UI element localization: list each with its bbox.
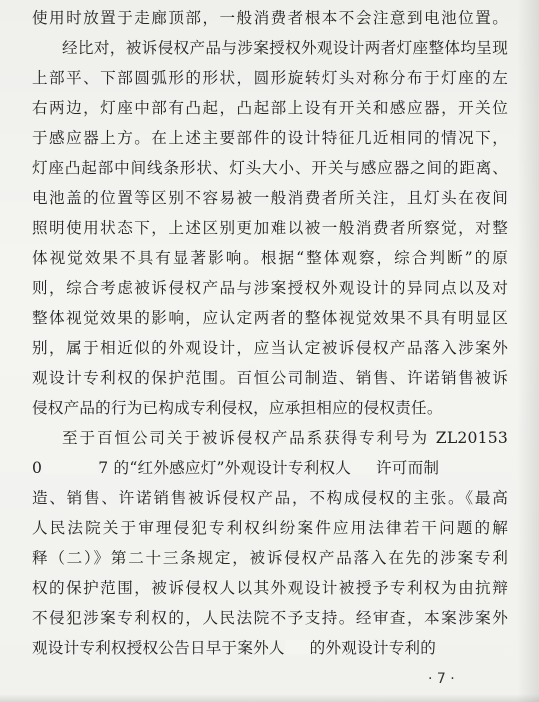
text-segment: 观设计专利权授权公告日早于案外人: [32, 639, 285, 657]
text-line: 体视觉效果不具有显著影响。根据“整体观察，综合判断”的原: [32, 249, 508, 267]
text-line: 释（二）》第二十三条规定，被诉侵权产品落入在先的涉案专利: [32, 549, 508, 567]
text-line-redacted: [32, 456, 508, 480]
text-line-redacted: [32, 636, 508, 660]
page-number: · 7 ·: [428, 671, 455, 687]
text-line: 电池盖的位置等区别不容易被一般消费者所关注，且灯头在夜间: [32, 189, 508, 207]
text-segment: 许可而制: [375, 459, 440, 477]
redaction-mark: [351, 460, 376, 474]
text-line: 上部平、下部圆弧形的形状，圆形旋转灯头对称分布于灯座的左: [32, 69, 508, 87]
text-line: 侵权产品的行为已构成专利侵权，应承担相应的侵权责任。: [32, 399, 443, 417]
text-line: 使用时放置于走廊顶部，一般消费者根本不会注意到电池位置。: [32, 9, 508, 27]
text-line: 权的保护范围，被诉侵权人以其外观设计被授予专利权为由抗辩: [32, 579, 508, 597]
page-edge: [0, 694, 539, 702]
redaction-mark: [285, 640, 310, 654]
text-line: 别，属于相近似的外观设计，应当认定被诉侵权产品落入涉案外: [32, 339, 508, 357]
text-line: 于感应器上方。在上述主要部件的设计特征几近相同的情况下，: [32, 129, 508, 147]
text-line: 右两边，灯座中部有凸起，凸起部上设有开关和感应器，开关位: [32, 99, 508, 117]
text-segment: 0: [32, 459, 43, 477]
text-line: 人民法院关于审理侵犯专利权纠纷案件应用法律若干问题的解: [32, 519, 508, 537]
text-line: 整体视觉效果的影响，应认定两者的整体视觉效果不具有明显区: [32, 309, 508, 327]
text-line: 不侵犯涉案专利权的，人民法院不予支持。经审查，本案涉案外: [32, 609, 508, 627]
text-segment: 7 的“红外感应灯”外观设计专利权人: [98, 459, 352, 477]
redaction-mark: [42, 460, 98, 474]
text-line: 照明使用状态下，上述区别更加难以被一般消费者所察觉，对整: [32, 219, 508, 237]
text-line: 灯座凸起部中间线条形状、灯头大小、开关与感应器之间的距离、: [32, 159, 508, 177]
text-line: 经比对，被诉侵权产品与涉案授权外观设计两者灯座整体均呈现: [62, 39, 508, 57]
text-line: 则，综合考虑被诉侵权产品与涉案授权外观设计的异同点以及对: [32, 279, 508, 297]
page-shadow: [517, 0, 539, 702]
text-line: 观设计专利权的保护范围。百恒公司制造、销售、许诺销售被诉: [32, 369, 508, 387]
text-line: 造、销售、许诺销售被诉侵权产品，不构成侵权的主张。《最高: [32, 489, 508, 507]
text-line: 至于百恒公司关于被诉侵权产品系获得专利号为 ZL20153: [62, 429, 508, 447]
text-segment: 的外观设计专利的: [309, 639, 437, 657]
